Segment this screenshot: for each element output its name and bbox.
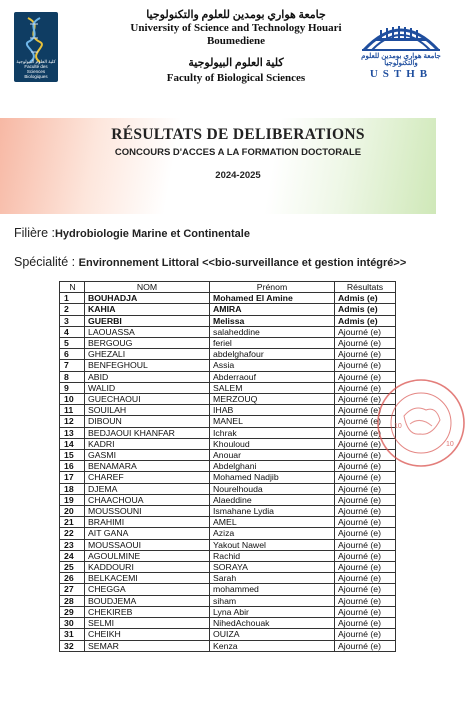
row-nom: GHEZALI	[85, 349, 210, 360]
usthb-logo-text: USTHB	[369, 68, 433, 80]
row-nom: BELKACEMI	[85, 573, 210, 584]
row-prenom: AMIRA	[210, 304, 335, 315]
row-prenom: Rachid	[210, 550, 335, 561]
table-row	[60, 304, 396, 315]
row-prenom: mohammed	[210, 584, 335, 595]
row-prenom: Aziza	[210, 528, 335, 539]
table-row	[60, 573, 396, 584]
row-prenom: Yakout Nawel	[210, 539, 335, 550]
table-row	[60, 416, 396, 427]
row-resultat: Ajourné (e)	[335, 517, 396, 528]
faculty-name-ar: كلية العلوم البيولوجية	[188, 57, 284, 69]
row-prenom: Kenza	[210, 640, 335, 651]
row-number: 26	[60, 573, 85, 584]
row-resultat: Ajourné (e)	[335, 550, 396, 561]
table-row	[60, 528, 396, 539]
row-resultat: Ajourné (e)	[335, 618, 396, 629]
table-row	[60, 506, 396, 517]
row-resultat: Admis (e)	[335, 293, 396, 304]
row-prenom: Abdelghani	[210, 461, 335, 472]
row-resultat: Ajourné (e)	[335, 438, 396, 449]
table-row	[60, 640, 396, 651]
usthb-logo	[356, 16, 446, 86]
table-row	[60, 562, 396, 573]
row-resultat: Ajourné (e)	[335, 483, 396, 494]
row-resultat: Ajourné (e)	[335, 573, 396, 584]
row-number: 9	[60, 382, 85, 393]
table-row	[60, 472, 396, 483]
university-name-en: University of Science and Technology Houari	[130, 22, 342, 34]
row-nom: SELMI	[85, 618, 210, 629]
academic-year: 2024-2025	[215, 170, 261, 181]
row-resultat: Admis (e)	[335, 315, 396, 326]
row-nom: AIT GANA	[85, 528, 210, 539]
row-resultat: Ajourné (e)	[335, 405, 396, 416]
filiere-label: Filière :	[14, 226, 55, 240]
row-resultat: Ajourné (e)	[335, 539, 396, 550]
row-number: 32	[60, 640, 85, 651]
row-number: 21	[60, 517, 85, 528]
row-resultat: Ajourné (e)	[335, 506, 396, 517]
page-title: RÉSULTATS DE DELIBERATIONS	[111, 126, 365, 143]
row-resultat: Ajourné (e)	[335, 450, 396, 461]
row-number: 29	[60, 606, 85, 617]
row-resultat: Ajourné (e)	[335, 349, 396, 360]
table-row	[60, 618, 396, 629]
row-nom: BEDJAOUI KHANFAR	[85, 427, 210, 438]
row-resultat: Ajourné (e)	[335, 394, 396, 405]
table-row	[60, 629, 396, 640]
row-nom: BENFEGHOUL	[85, 360, 210, 371]
row-resultat: Ajourné (e)	[335, 461, 396, 472]
row-nom: GUECHAOUI	[85, 394, 210, 405]
filiere-line	[14, 226, 250, 240]
row-resultat: Ajourné (e)	[335, 371, 396, 382]
university-name-en-2: Boumediene	[206, 35, 266, 47]
row-number: 22	[60, 528, 85, 539]
row-nom: CHEGGA	[85, 584, 210, 595]
row-prenom: salaheddine	[210, 326, 335, 337]
row-prenom: Anouar	[210, 450, 335, 461]
table-row	[60, 405, 396, 416]
row-number: 31	[60, 629, 85, 640]
table-row	[60, 371, 396, 382]
row-nom: BOUHADJA	[85, 293, 210, 304]
table-row	[60, 550, 396, 561]
row-nom: BENAMARA	[85, 461, 210, 472]
faculty-logo	[14, 12, 58, 82]
table-header-row	[60, 282, 396, 293]
row-number: 30	[60, 618, 85, 629]
row-resultat: Ajourné (e)	[335, 472, 396, 483]
row-nom: GUERBI	[85, 315, 210, 326]
row-resultat: Ajourné (e)	[335, 528, 396, 539]
row-prenom: Ismahane Lydia	[210, 506, 335, 517]
row-number: 28	[60, 595, 85, 606]
row-prenom: AMEL	[210, 517, 335, 528]
results-table	[59, 281, 396, 652]
row-number: 11	[60, 405, 85, 416]
row-number: 23	[60, 539, 85, 550]
row-nom: KADDOURI	[85, 562, 210, 573]
row-prenom: Mohamed Nadjib	[210, 472, 335, 483]
row-nom: MOUSSOUNI	[85, 506, 210, 517]
row-prenom: MANEL	[210, 416, 335, 427]
row-prenom: Sarah	[210, 573, 335, 584]
row-nom: BERGOUG	[85, 338, 210, 349]
row-number: 1	[60, 293, 85, 304]
table-row	[60, 326, 396, 337]
row-prenom: SORAYA	[210, 562, 335, 573]
table-row	[60, 394, 396, 405]
row-number: 24	[60, 550, 85, 561]
row-prenom: Assia	[210, 360, 335, 371]
row-prenom: feriel	[210, 338, 335, 349]
page-subtitle: CONCOURS D'ACCES A LA FORMATION DOCTORALE	[114, 147, 362, 158]
table-row	[60, 382, 396, 393]
row-nom: ABID	[85, 371, 210, 382]
row-nom: SEMAR	[85, 640, 210, 651]
table-row	[60, 494, 396, 505]
column-header-n: N	[60, 282, 85, 293]
row-number: 14	[60, 438, 85, 449]
university-name-ar: جامعة هواري بومدين للعلوم والتكنولوجيا	[146, 9, 326, 21]
table-row	[60, 438, 396, 449]
row-number: 7	[60, 360, 85, 371]
row-prenom: NihedAchouak	[210, 618, 335, 629]
specialite-line	[14, 255, 406, 269]
row-number: 8	[60, 371, 85, 382]
row-resultat: Ajourné (e)	[335, 360, 396, 371]
usthb-logo-arabic: جامعة هواري بومدين للعلوم والتكنولوجيا	[361, 53, 441, 67]
row-nom: CHEIKH	[85, 629, 210, 640]
row-number: 3	[60, 315, 85, 326]
table-row	[60, 584, 396, 595]
row-nom: CHAACHOUA	[85, 494, 210, 505]
row-nom: MOUSSAOUI	[85, 539, 210, 550]
table-row	[60, 293, 396, 304]
row-prenom: OUIZA	[210, 629, 335, 640]
row-nom: BRAHIMI	[85, 517, 210, 528]
stamp-number: 10	[394, 423, 402, 430]
row-number: 18	[60, 483, 85, 494]
row-number: 20	[60, 506, 85, 517]
row-nom: LAOUASSA	[85, 326, 210, 337]
row-prenom: Ichrak	[210, 427, 335, 438]
faculty-name-en: Faculty of Biological Sciences	[166, 72, 306, 84]
row-nom: DJEMA	[85, 483, 210, 494]
row-prenom: Khouloud	[210, 438, 335, 449]
table-row	[60, 595, 396, 606]
row-nom: GASMI	[85, 450, 210, 461]
row-number: 15	[60, 450, 85, 461]
row-nom: AGOULMINE	[85, 550, 210, 561]
table-row	[60, 461, 396, 472]
row-nom: SOUILAH	[85, 405, 210, 416]
row-prenom: Lyna Abir	[210, 606, 335, 617]
row-prenom: Melissa	[210, 315, 335, 326]
stamp-number-2: 10	[446, 441, 454, 448]
row-prenom: siham	[210, 595, 335, 606]
row-number: 27	[60, 584, 85, 595]
table-row	[60, 483, 396, 494]
row-resultat: Ajourné (e)	[335, 338, 396, 349]
column-header-nom: NOM	[85, 282, 210, 293]
table-row	[60, 349, 396, 360]
row-prenom: Nourelhouda	[210, 483, 335, 494]
row-resultat: Ajourné (e)	[335, 584, 396, 595]
row-prenom: Mohamed El Amine	[210, 293, 335, 304]
row-resultat: Ajourné (e)	[335, 427, 396, 438]
row-resultat: Admis (e)	[335, 304, 396, 315]
table-row	[60, 315, 396, 326]
specialite-value: Environnement Littoral <<bio-surveillance et gestion intégré>>	[78, 257, 407, 269]
row-number: 10	[60, 394, 85, 405]
row-resultat: Ajourné (e)	[335, 416, 396, 427]
row-prenom: Alaeddine	[210, 494, 335, 505]
table-row	[60, 360, 396, 371]
row-prenom: abdelghafour	[210, 349, 335, 360]
row-number: 4	[60, 326, 85, 337]
specialite-label: Spécialité :	[14, 255, 76, 269]
university-building-icon	[356, 16, 446, 52]
row-number: 5	[60, 338, 85, 349]
row-prenom: IHAB	[210, 405, 335, 416]
row-number: 25	[60, 562, 85, 573]
row-number: 19	[60, 494, 85, 505]
row-number: 13	[60, 427, 85, 438]
row-number: 12	[60, 416, 85, 427]
row-resultat: Ajourné (e)	[335, 640, 396, 651]
row-nom: BOUDJEMA	[85, 595, 210, 606]
faculty-logo-caption: كلية العلوم البيولوجية Faculté des Sciences Biologiques	[16, 59, 56, 79]
row-number: 17	[60, 472, 85, 483]
row-nom: KADRI	[85, 438, 210, 449]
table-row	[60, 450, 396, 461]
row-resultat: Ajourné (e)	[335, 494, 396, 505]
row-nom: KAHIA	[85, 304, 210, 315]
row-nom: WALID	[85, 382, 210, 393]
row-nom: CHEKIREB	[85, 606, 210, 617]
row-resultat: Ajourné (e)	[335, 326, 396, 337]
row-prenom: MERZOUQ	[210, 394, 335, 405]
table-row	[60, 517, 396, 528]
table-row	[60, 338, 396, 349]
row-resultat: Ajourné (e)	[335, 606, 396, 617]
official-stamp-icon	[374, 376, 468, 470]
row-nom: CHAREF	[85, 472, 210, 483]
table-row	[60, 427, 396, 438]
filiere-value: Hydrobiologie Marine et Continentale	[54, 228, 250, 240]
row-resultat: Ajourné (e)	[335, 595, 396, 606]
row-number: 16	[60, 461, 85, 472]
row-number: 2	[60, 304, 85, 315]
row-resultat: Ajourné (e)	[335, 562, 396, 573]
row-prenom: Abderraouf	[210, 371, 335, 382]
column-header-resultats: Résultats	[335, 282, 396, 293]
row-nom: DIBOUN	[85, 416, 210, 427]
column-header-prenom: Prénom	[210, 282, 335, 293]
row-resultat: Ajourné (e)	[335, 382, 396, 393]
table-row	[60, 539, 396, 550]
row-number: 6	[60, 349, 85, 360]
row-prenom: SALEM	[210, 382, 335, 393]
table-row	[60, 606, 396, 617]
row-resultat: Ajourné (e)	[335, 629, 396, 640]
